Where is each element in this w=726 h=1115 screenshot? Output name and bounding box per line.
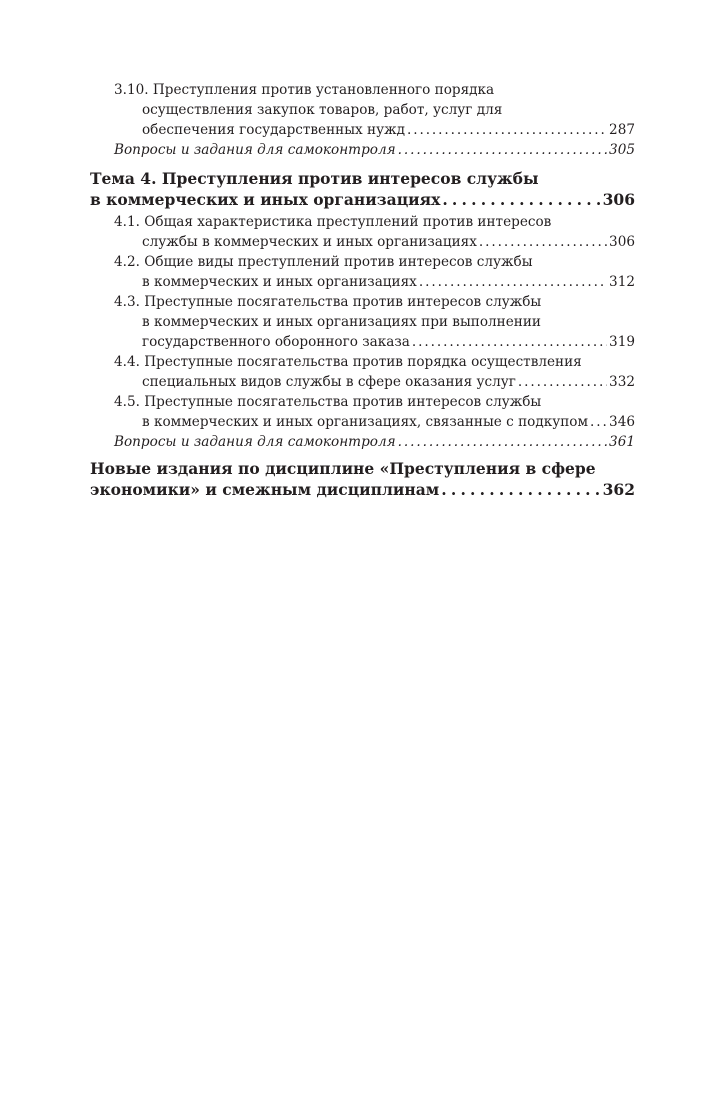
toc-topic-title: Новые издания по дисциплине «Преступления в сфере xyxy=(90,459,596,478)
toc-topic-title: Тема 4. Преступления против интересов службы xyxy=(90,169,539,188)
page-number: 312 xyxy=(609,274,635,290)
page-number: 362 xyxy=(602,480,635,499)
toc-entry-title-cont: службы в коммерческих и иных организациях xyxy=(142,234,477,250)
page-number: 361 xyxy=(609,434,635,450)
toc-entry-title: Вопросы и задания для самоконтроля xyxy=(114,434,396,450)
toc-topic-title-cont: экономики» и смежным дисциплинам xyxy=(90,480,440,499)
toc-entry-title-cont: в коммерческих и иных организациях при выполнении xyxy=(142,314,541,330)
page-number: 306 xyxy=(609,234,635,250)
toc-entry-4-2[interactable] xyxy=(90,252,635,292)
toc-entry-title-cont: государственного оборонного заказа xyxy=(142,334,410,350)
page-number: 306 xyxy=(602,190,635,209)
toc-entry-3-10[interactable] xyxy=(90,80,635,140)
dot-leader xyxy=(407,120,607,140)
dot-leader xyxy=(419,272,607,292)
toc-entry-title-cont: специальных видов службы в сфере оказания услуг xyxy=(142,374,516,390)
dot-leader xyxy=(398,140,607,160)
dot-leader xyxy=(441,479,600,500)
toc-entry-title: 4.4. Преступные посягательства против порядка осуществления xyxy=(114,354,582,370)
toc-entry-title: 3.10. Преступления против установленного порядка xyxy=(114,82,495,98)
toc-entry-title: 4.2. Общие виды преступлений против интересов службы xyxy=(114,254,533,270)
dot-leader xyxy=(590,412,607,432)
page-number: 287 xyxy=(609,122,635,138)
toc-new-editions[interactable] xyxy=(90,458,635,500)
toc-entry-title-cont: в коммерческих и иных организациях xyxy=(142,274,417,290)
page-number: 319 xyxy=(609,334,635,350)
dot-leader xyxy=(398,432,607,452)
dot-leader xyxy=(479,232,607,252)
toc-entry-title-cont: обеспечения государственных нужд xyxy=(142,122,405,138)
page-number: 346 xyxy=(609,414,635,430)
toc-entry-title: 4.3. Преступные посягательства против интересов службы xyxy=(114,294,542,310)
toc-entry-title-cont: в коммерческих и иных организациях, связанные с подкупом xyxy=(142,414,589,430)
dot-leader xyxy=(518,372,607,392)
table-of-contents xyxy=(90,80,635,502)
toc-questions-3[interactable] xyxy=(90,140,635,160)
toc-entry-4-3[interactable] xyxy=(90,292,635,352)
toc-entry-4-1[interactable] xyxy=(90,212,635,252)
toc-entry-title: 4.1. Общая характеристика преступлений против интересов xyxy=(114,214,552,230)
toc-entry-4-4[interactable] xyxy=(90,352,635,392)
toc-entry-title: 4.5. Преступные посягательства против интересов службы xyxy=(114,394,542,410)
toc-entry-4-5[interactable] xyxy=(90,392,635,432)
dot-leader xyxy=(412,332,607,352)
toc-topic-title-cont: в коммерческих и иных организациях xyxy=(90,190,441,209)
page-number: 332 xyxy=(609,374,635,390)
dot-leader xyxy=(442,189,600,210)
toc-entry-title: Вопросы и задания для самоконтроля xyxy=(114,142,396,158)
toc-topic-4[interactable] xyxy=(90,168,635,210)
page-number: 305 xyxy=(609,142,635,158)
toc-questions-4[interactable] xyxy=(90,432,635,452)
toc-entry-title-cont: осуществления закупок товаров, работ, услуг для xyxy=(142,102,503,118)
